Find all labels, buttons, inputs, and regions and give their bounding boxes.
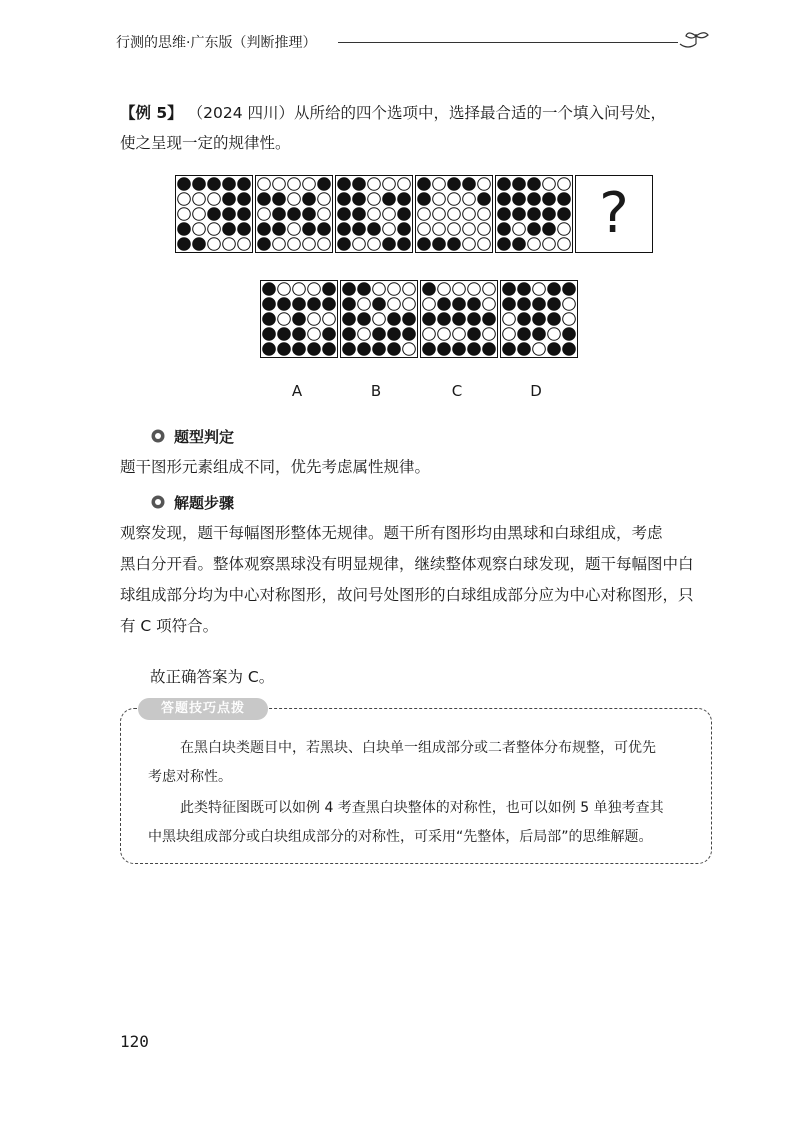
option-label-b: B [370, 382, 382, 400]
black-dot [178, 223, 191, 236]
white-dot [463, 238, 476, 251]
white-dot [563, 298, 576, 311]
tip-line: 在黑白块类题目中，若黑块、白块单一组成部分或二者整体分布规整，可优先 [180, 740, 656, 756]
black-dot [483, 313, 496, 326]
black-dot [273, 223, 286, 236]
black-dot [563, 283, 576, 296]
black-dot [498, 178, 511, 191]
black-dot [343, 328, 356, 341]
black-dot [258, 193, 271, 206]
black-dot [533, 328, 546, 341]
solve-text [120, 518, 720, 642]
white-dot [303, 238, 316, 251]
black-dot [323, 343, 336, 356]
black-dot [358, 283, 371, 296]
white-dot [178, 193, 191, 206]
black-dot [453, 343, 466, 356]
white-dot [483, 328, 496, 341]
tip-badge: 答题技巧点拨 [138, 698, 268, 720]
white-dot [318, 208, 331, 221]
white-dot [308, 328, 321, 341]
white-dot [403, 343, 416, 356]
white-dot [433, 178, 446, 191]
dot-grid [416, 176, 492, 252]
puzzle-figure-2 [255, 175, 333, 253]
white-dot [318, 238, 331, 251]
white-dot [368, 208, 381, 221]
question-line-1: 从所给的四个选项中，选择最合适的一个填入问号处， [294, 104, 667, 122]
black-dot [548, 313, 561, 326]
white-dot [448, 193, 461, 206]
black-dot [293, 313, 306, 326]
black-dot [528, 223, 541, 236]
white-dot [358, 298, 371, 311]
white-dot [278, 313, 291, 326]
puzzle-figure-4 [415, 175, 493, 253]
white-dot [368, 238, 381, 251]
black-dot [293, 343, 306, 356]
black-dot [288, 208, 301, 221]
white-dot [353, 238, 366, 251]
white-dot [563, 313, 576, 326]
white-dot [478, 223, 491, 236]
puzzle-row [175, 175, 655, 255]
question-text [120, 98, 720, 158]
solve-line: 有 C 项符合。 [120, 617, 219, 635]
puzzle-figure-3 [335, 175, 413, 253]
black-dot [398, 223, 411, 236]
black-dot [308, 298, 321, 311]
black-dot [308, 343, 321, 356]
white-dot [548, 328, 561, 341]
black-dot [398, 238, 411, 251]
black-dot [383, 238, 396, 251]
black-dot [468, 298, 481, 311]
black-dot [303, 193, 316, 206]
dot-grid [336, 176, 412, 252]
white-dot [288, 223, 301, 236]
white-dot [478, 178, 491, 191]
example-tag: 【例 5】 [120, 104, 183, 122]
black-dot [353, 208, 366, 221]
white-dot [273, 178, 286, 191]
white-dot [308, 313, 321, 326]
option-figure-c[interactable] [420, 280, 498, 358]
black-dot [548, 298, 561, 311]
black-dot [513, 178, 526, 191]
white-dot [448, 208, 461, 221]
section-solve-title: 解题步骤 [174, 494, 235, 512]
black-dot [293, 328, 306, 341]
black-dot [533, 298, 546, 311]
black-dot [303, 223, 316, 236]
black-dot [543, 208, 556, 221]
black-dot [223, 223, 236, 236]
black-dot [323, 298, 336, 311]
type-text: 题干图形元素组成不同，优先考虑属性规律。 [120, 458, 431, 476]
white-dot [288, 178, 301, 191]
black-dot [453, 313, 466, 326]
white-dot [543, 238, 556, 251]
option-figure-b[interactable] [340, 280, 418, 358]
black-dot [468, 313, 481, 326]
option-label-a: A [291, 382, 303, 400]
puzzle-figure-1 [175, 175, 253, 253]
white-dot [483, 283, 496, 296]
black-dot [343, 283, 356, 296]
black-dot [273, 193, 286, 206]
white-dot [503, 328, 516, 341]
gear-icon [150, 494, 166, 510]
black-dot [343, 313, 356, 326]
white-dot [388, 298, 401, 311]
white-dot [478, 208, 491, 221]
black-dot [368, 223, 381, 236]
black-dot [423, 313, 436, 326]
black-dot [263, 313, 276, 326]
black-dot [223, 178, 236, 191]
black-dot [338, 238, 351, 251]
option-figure-d[interactable] [500, 280, 578, 358]
white-dot [373, 283, 386, 296]
black-dot [548, 283, 561, 296]
white-dot [368, 178, 381, 191]
sprout-icon [678, 28, 712, 54]
black-dot [193, 238, 206, 251]
black-dot [498, 193, 511, 206]
tip-line: 考虑对称性。 [148, 769, 232, 785]
white-dot [193, 193, 206, 206]
white-dot [423, 298, 436, 311]
black-dot [418, 178, 431, 191]
question-mark: ? [599, 181, 629, 246]
black-dot [438, 313, 451, 326]
white-dot [453, 283, 466, 296]
black-dot [373, 343, 386, 356]
black-dot [338, 223, 351, 236]
white-dot [193, 223, 206, 236]
white-dot [288, 238, 301, 251]
black-dot [398, 193, 411, 206]
black-dot [338, 193, 351, 206]
solve-line: 观察发现，题干每幅图形整体无规律。题干所有图形均由黑球和白球组成，考虑 [120, 524, 663, 542]
white-dot [558, 238, 571, 251]
black-dot [278, 343, 291, 356]
black-dot [323, 283, 336, 296]
black-dot [563, 343, 576, 356]
answer-text: 故正确答案为 C。 [150, 668, 275, 686]
black-dot [388, 313, 401, 326]
black-dot [548, 343, 561, 356]
black-dot [403, 328, 416, 341]
black-dot [398, 208, 411, 221]
dot-grid [261, 281, 337, 357]
black-dot [383, 193, 396, 206]
white-dot [468, 283, 481, 296]
black-dot [193, 178, 206, 191]
black-dot [208, 178, 221, 191]
black-dot [358, 343, 371, 356]
white-dot [208, 193, 221, 206]
black-dot [208, 208, 221, 221]
white-dot [438, 283, 451, 296]
black-dot [528, 193, 541, 206]
black-dot [258, 238, 271, 251]
solve-line: 黑白分开看。整体观察黑球没有明显规律，继续整体观察白球发现，题干每幅图中白 [120, 555, 694, 573]
page-number: 120 [120, 1032, 149, 1051]
white-dot [433, 208, 446, 221]
black-dot [343, 343, 356, 356]
dot-grid [496, 176, 572, 252]
black-dot [518, 343, 531, 356]
black-dot [238, 223, 251, 236]
white-dot [178, 208, 191, 221]
running-header [116, 28, 716, 58]
white-dot [403, 283, 416, 296]
black-dot [258, 223, 271, 236]
black-dot [293, 298, 306, 311]
white-dot [448, 223, 461, 236]
white-dot [258, 208, 271, 221]
white-dot [193, 208, 206, 221]
section-type-title: 题型判定 [174, 428, 235, 446]
white-dot [308, 283, 321, 296]
black-dot [433, 238, 446, 251]
black-dot [423, 343, 436, 356]
white-dot [383, 208, 396, 221]
black-dot [498, 238, 511, 251]
white-dot [398, 178, 411, 191]
black-dot [453, 298, 466, 311]
black-dot [373, 298, 386, 311]
black-dot [518, 298, 531, 311]
option-figure-a[interactable] [260, 280, 338, 358]
white-dot [433, 223, 446, 236]
white-dot [463, 208, 476, 221]
white-dot [368, 193, 381, 206]
tip-line: 此类特征图既可以如例 4 考查黑白块整体的对称性，也可以如例 5 单独考查其 [180, 800, 664, 816]
gear-icon [150, 428, 166, 444]
white-dot [418, 223, 431, 236]
white-dot [288, 193, 301, 206]
question-source: （2024 四川） [187, 104, 294, 122]
black-dot [338, 208, 351, 221]
options-row [260, 280, 580, 360]
black-dot [528, 208, 541, 221]
black-dot [478, 193, 491, 206]
tip-line: 中黑块组成部分或白块组成部分的对称性，可采用“先整体，后局部”的思维解题。 [148, 829, 653, 845]
black-dot [323, 328, 336, 341]
white-dot [543, 178, 556, 191]
white-dot [558, 178, 571, 191]
black-dot [448, 178, 461, 191]
black-dot [518, 328, 531, 341]
white-dot [318, 193, 331, 206]
black-dot [563, 328, 576, 341]
white-dot [483, 298, 496, 311]
white-dot [208, 223, 221, 236]
black-dot [318, 178, 331, 191]
black-dot [543, 223, 556, 236]
dot-grid [176, 176, 252, 252]
black-dot [418, 238, 431, 251]
black-dot [178, 238, 191, 251]
black-dot [468, 328, 481, 341]
black-dot [533, 313, 546, 326]
white-dot [388, 283, 401, 296]
white-dot [403, 298, 416, 311]
black-dot [343, 298, 356, 311]
black-dot [483, 343, 496, 356]
white-dot [383, 223, 396, 236]
black-dot [278, 298, 291, 311]
white-dot [423, 328, 436, 341]
black-dot [468, 343, 481, 356]
white-dot [383, 178, 396, 191]
white-dot [533, 283, 546, 296]
black-dot [518, 283, 531, 296]
white-dot [463, 193, 476, 206]
black-dot [423, 283, 436, 296]
black-dot [263, 283, 276, 296]
white-dot [418, 208, 431, 221]
black-dot [418, 193, 431, 206]
dot-grid [501, 281, 577, 357]
black-dot [543, 193, 556, 206]
black-dot [238, 208, 251, 221]
black-dot [513, 208, 526, 221]
black-dot [528, 178, 541, 191]
header-rule [338, 42, 678, 43]
white-dot [533, 343, 546, 356]
black-dot [558, 193, 571, 206]
white-dot [238, 238, 251, 251]
black-dot [558, 208, 571, 221]
black-dot [518, 313, 531, 326]
option-label-c: C [451, 382, 463, 400]
white-dot [278, 283, 291, 296]
black-dot [223, 208, 236, 221]
white-dot [258, 178, 271, 191]
question-line-2: 使之呈现一定的规律性。 [120, 134, 291, 152]
black-dot [403, 313, 416, 326]
black-dot [263, 328, 276, 341]
white-dot [438, 328, 451, 341]
black-dot [463, 178, 476, 191]
black-dot [503, 283, 516, 296]
option-label-d: D [530, 382, 542, 400]
black-dot [263, 298, 276, 311]
black-dot [278, 328, 291, 341]
white-dot [528, 238, 541, 251]
white-dot [463, 223, 476, 236]
black-dot [358, 313, 371, 326]
black-dot [438, 343, 451, 356]
black-dot [223, 193, 236, 206]
black-dot [388, 328, 401, 341]
black-dot [318, 223, 331, 236]
black-dot [353, 193, 366, 206]
black-dot [373, 328, 386, 341]
black-dot [513, 238, 526, 251]
white-dot [513, 223, 526, 236]
black-dot [273, 208, 286, 221]
white-dot [208, 238, 221, 251]
dot-grid [421, 281, 497, 357]
black-dot [498, 223, 511, 236]
white-dot [503, 313, 516, 326]
white-dot [453, 328, 466, 341]
white-dot [293, 283, 306, 296]
solve-line: 球组成部分均为中心对称图形，故问号处图形的白球组成部分应为中心对称图形，只 [120, 586, 694, 604]
white-dot [373, 313, 386, 326]
black-dot [503, 298, 516, 311]
black-dot [498, 208, 511, 221]
dot-grid [341, 281, 417, 357]
black-dot [513, 193, 526, 206]
black-dot [353, 223, 366, 236]
white-dot [558, 223, 571, 236]
black-dot [353, 178, 366, 191]
black-dot [178, 178, 191, 191]
black-dot [238, 193, 251, 206]
white-dot [433, 193, 446, 206]
white-dot [323, 313, 336, 326]
black-dot [303, 208, 316, 221]
dot-grid [256, 176, 332, 252]
black-dot [338, 178, 351, 191]
white-dot [358, 328, 371, 341]
white-dot [303, 178, 316, 191]
black-dot [438, 298, 451, 311]
puzzle-figure-5 [495, 175, 573, 253]
white-dot [223, 238, 236, 251]
black-dot [503, 343, 516, 356]
black-dot [238, 178, 251, 191]
black-dot [448, 238, 461, 251]
book-title: 行测的思维·广东版（判断推理） [116, 35, 317, 51]
puzzle-question-cell [575, 175, 653, 253]
white-dot [273, 238, 286, 251]
black-dot [388, 343, 401, 356]
black-dot [263, 343, 276, 356]
white-dot [478, 238, 491, 251]
